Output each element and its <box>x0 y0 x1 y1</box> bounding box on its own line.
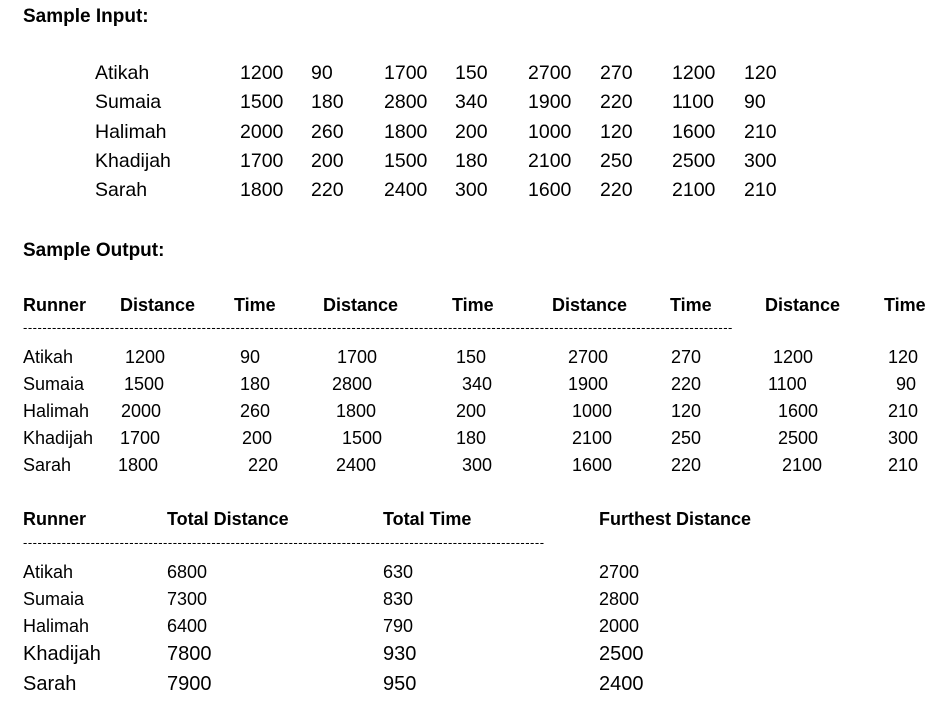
input-value: 200 <box>311 150 344 172</box>
table2-cell: 7900 <box>167 673 212 695</box>
table1-runner-name: Atikah <box>23 347 74 367</box>
input-value: 1500 <box>240 91 284 113</box>
table1-cell: 90 <box>896 374 917 394</box>
table1-cell: 2000 <box>121 401 162 421</box>
table2-runner-name: Khadijah <box>23 643 101 665</box>
table1-cell: 1800 <box>118 455 159 475</box>
input-value: 2000 <box>240 121 284 143</box>
input-runner-name: Khadijah <box>95 150 171 172</box>
input-value: 1200 <box>672 62 716 84</box>
input-value: 2800 <box>384 91 428 113</box>
table2-cell: 2000 <box>599 616 640 636</box>
table1-cell: 120 <box>671 401 702 421</box>
table1-cell: 340 <box>462 374 493 394</box>
input-value: 180 <box>455 150 488 172</box>
table1-cell: 180 <box>456 428 487 448</box>
table1-cell: 1700 <box>337 347 378 367</box>
input-value: 2100 <box>672 179 716 201</box>
table1-cell: 2100 <box>572 428 613 448</box>
input-value: 1600 <box>672 121 716 143</box>
table1-header: Distance <box>120 295 196 315</box>
input-value: 210 <box>744 121 777 143</box>
input-value: 210 <box>744 179 777 201</box>
table1-cell: 220 <box>248 455 279 475</box>
table1-cell: 2100 <box>782 455 823 475</box>
input-value: 2100 <box>528 150 572 172</box>
table1-cell: 2500 <box>778 428 819 448</box>
table1-cell: 90 <box>240 347 261 367</box>
table1-cell: 200 <box>456 401 487 421</box>
table2-header: Total Time <box>383 509 472 529</box>
table1-cell: 2400 <box>336 455 377 475</box>
table1-cell: 1000 <box>572 401 613 421</box>
table1-cell: 250 <box>671 428 702 448</box>
table1-cell: 1900 <box>568 374 609 394</box>
input-value: 1100 <box>672 91 714 113</box>
table2-runner-name: Halimah <box>23 616 90 636</box>
table1-header: Time <box>884 295 926 315</box>
table1-cell: 210 <box>888 401 919 421</box>
table1-cell: 220 <box>671 455 702 475</box>
table1-header: Time <box>452 295 494 315</box>
table2-cell: 7800 <box>167 643 212 665</box>
input-value: 2400 <box>384 179 428 201</box>
table1-cell: 2700 <box>568 347 609 367</box>
table2-separator: ------------------------------------------------------------------------------------------------------------ <box>23 535 545 550</box>
input-value: 1700 <box>240 150 284 172</box>
table1-cell: 180 <box>240 374 271 394</box>
input-runner-name: Sarah <box>95 179 148 201</box>
input-value: 2700 <box>528 62 572 84</box>
input-value: 340 <box>455 91 488 113</box>
input-value: 1600 <box>528 179 572 201</box>
input-value: 260 <box>311 121 344 143</box>
table1-cell: 1800 <box>336 401 377 421</box>
input-value: 1800 <box>384 121 428 143</box>
table1-cell: 120 <box>888 347 919 367</box>
input-value: 1700 <box>384 62 428 84</box>
sample-input-heading: Sample Input: <box>23 6 149 27</box>
input-value: 1900 <box>528 91 572 113</box>
table2-cell: 7300 <box>167 589 208 609</box>
table2-cell: 2500 <box>599 643 644 665</box>
input-value: 90 <box>744 91 766 113</box>
table1-header: Distance <box>323 295 399 315</box>
table1-runner-name: Sarah <box>23 455 72 475</box>
table1-cell: 300 <box>888 428 919 448</box>
input-runner-name: Halimah <box>95 121 167 143</box>
table1-cell: 1700 <box>120 428 161 448</box>
table1-cell: 150 <box>456 347 487 367</box>
table2-cell: 950 <box>383 673 417 695</box>
table1-header: Distance <box>552 295 628 315</box>
table1-cell: 1600 <box>572 455 613 475</box>
table2-cell: 2800 <box>599 589 640 609</box>
table1-cell: 210 <box>888 455 919 475</box>
table2-cell: 2700 <box>599 562 640 582</box>
table1-header: Runner <box>23 295 86 315</box>
input-value: 200 <box>455 121 488 143</box>
table1-runner-name: Sumaia <box>23 374 85 394</box>
table2-cell: 6800 <box>167 562 208 582</box>
table1-cell: 1200 <box>773 347 814 367</box>
input-value: 120 <box>744 62 777 84</box>
input-value: 300 <box>455 179 488 201</box>
table2-cell: 630 <box>383 562 414 582</box>
table1-cell: 260 <box>240 401 271 421</box>
input-value: 1000 <box>528 121 572 143</box>
input-value: 220 <box>600 91 633 113</box>
table2-header: Runner <box>23 509 86 529</box>
table1-runner-name: Halimah <box>23 401 90 421</box>
input-value: 90 <box>311 62 333 84</box>
table1-cell: 300 <box>462 455 493 475</box>
table1-cell: 1100 <box>768 374 807 394</box>
input-value: 220 <box>311 179 344 201</box>
table1-cell: 2800 <box>332 374 373 394</box>
table1-cell: 1600 <box>778 401 819 421</box>
table1-header: Distance <box>765 295 841 315</box>
input-value: 150 <box>455 62 488 84</box>
table1-cell: 1500 <box>342 428 383 448</box>
input-value: 180 <box>311 91 344 113</box>
input-runner-name: Atikah <box>95 62 150 84</box>
sample-output-heading: Sample Output: <box>23 240 165 261</box>
table1-runner-name: Khadijah <box>23 428 94 448</box>
table2-cell: 2400 <box>599 673 644 695</box>
table1-separator: --------------------------------------------------------------------------------------------------------------------------------------------------- <box>23 320 733 335</box>
input-value: 1500 <box>384 150 428 172</box>
input-value: 220 <box>600 179 633 201</box>
input-value: 120 <box>600 121 633 143</box>
table2-cell: 930 <box>383 643 417 665</box>
table1-cell: 220 <box>671 374 702 394</box>
input-value: 300 <box>744 150 777 172</box>
table1-header: Time <box>670 295 712 315</box>
table1-cell: 270 <box>671 347 702 367</box>
table2-header: Total Distance <box>167 509 289 529</box>
table1-header: Time <box>234 295 276 315</box>
table2-runner-name: Atikah <box>23 562 74 582</box>
input-value: 250 <box>600 150 633 172</box>
input-value: 270 <box>600 62 633 84</box>
table2-cell: 790 <box>383 616 414 636</box>
table1-cell: 200 <box>242 428 273 448</box>
table1-cell: 1200 <box>125 347 166 367</box>
input-value: 2500 <box>672 150 716 172</box>
input-value: 1200 <box>240 62 284 84</box>
table2-header: Furthest Distance <box>599 509 752 529</box>
table2-runner-name: Sumaia <box>23 589 85 609</box>
table1-cell: 1500 <box>124 374 165 394</box>
input-runner-name: Sumaia <box>95 91 162 113</box>
table2-cell: 6400 <box>167 616 208 636</box>
table2-cell: 830 <box>383 589 414 609</box>
input-value: 1800 <box>240 179 284 201</box>
table2-runner-name: Sarah <box>23 673 77 695</box>
